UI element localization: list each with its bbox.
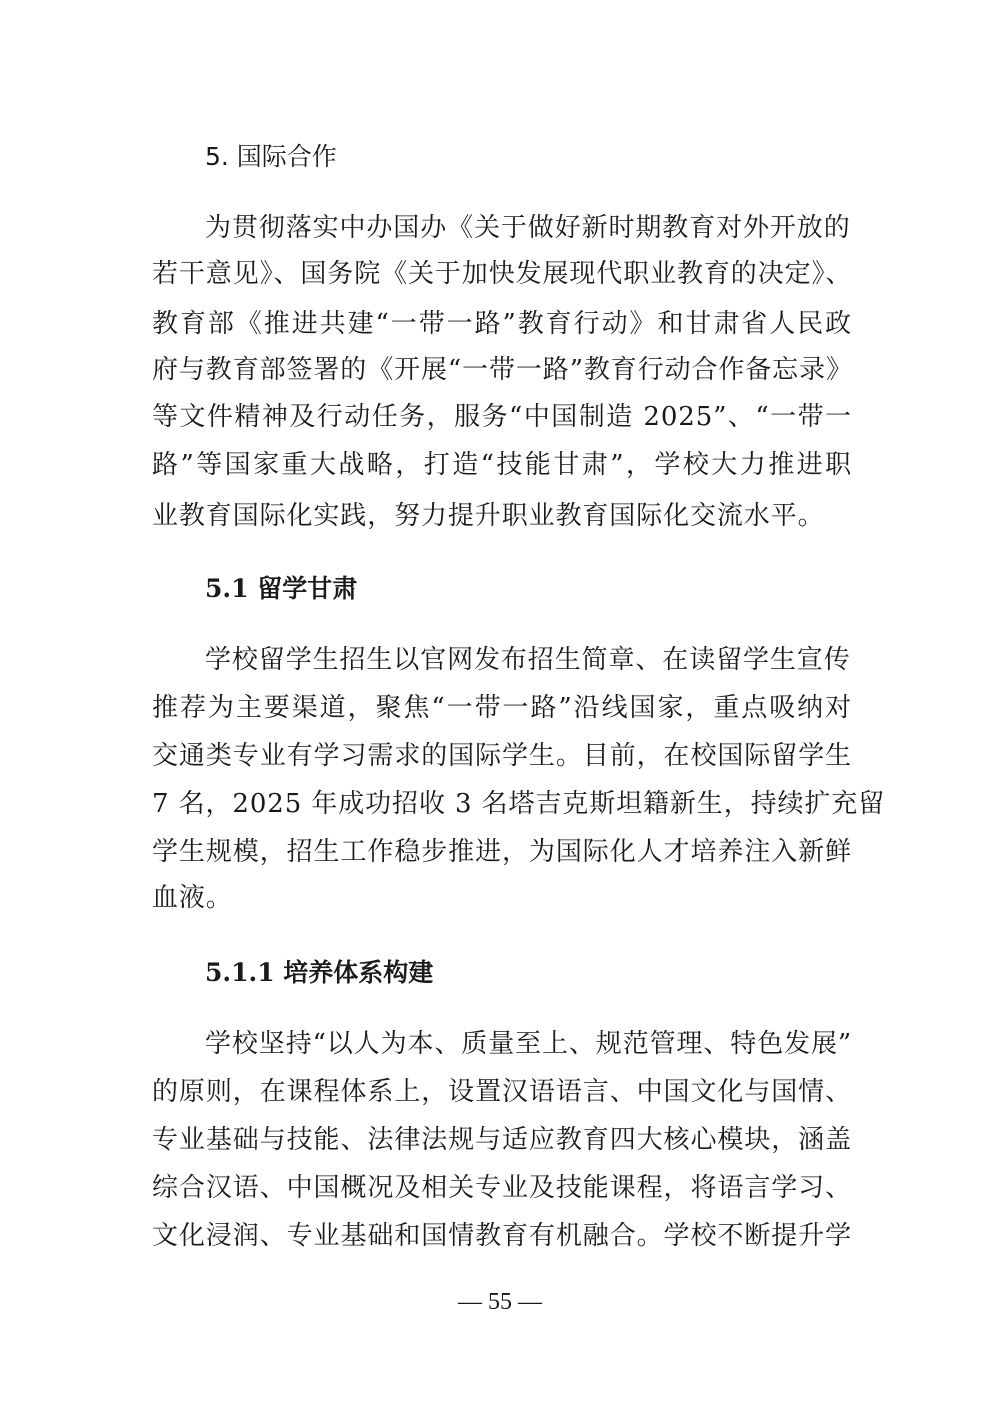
section-heading-5: 5. 国际合作 xyxy=(205,142,337,171)
paragraph-line: 学校留学生招生以官网发布招生简章、在读留学生宣传 xyxy=(205,645,851,675)
paragraph-line: 业教育国际化实践，努力提升职业教育国际化交流水平。 xyxy=(152,501,825,531)
section-heading-5-1: 5.1 留学甘肃 xyxy=(205,574,358,603)
paragraph-line: 文化浸润、专业基础和国情教育有机融合。学校不断提升学 xyxy=(152,1221,852,1251)
paragraph-line: 等文件精神及行动任务，服务“中国制造 2025”、“一带一 xyxy=(152,402,852,432)
paragraph-line: 学生规模，招生工作稳步推进，为国际化人才培养注入新鲜 xyxy=(152,837,852,867)
paragraph-line: 推荐为主要渠道，聚焦“一带一路”沿线国家，重点吸纳对 xyxy=(152,693,852,723)
paragraph-line: 学校坚持“以人为本、质量至上、规范管理、特色发展” xyxy=(205,1029,853,1059)
section-heading-5-1-1: 5.1.1 培养体系构建 xyxy=(205,958,434,987)
paragraph-line: 交通类专业有学习需求的国际学生。目前，在校国际留学生 xyxy=(152,741,852,771)
paragraph-line: 教育部《推进共建“一带一路”教育行动》和甘肃省人民政 xyxy=(152,309,852,339)
paragraph-line: 综合汉语、中国概况及相关专业及技能课程，将语言学习、 xyxy=(152,1173,852,1203)
paragraph-line: 路”等国家重大战略，打造“技能甘肃”，学校大力推进职 xyxy=(152,450,852,480)
paragraph-line: 7 名，2025 年成功招收 3 名塔吉克斯坦籍新生，持续扩充留 xyxy=(152,789,886,819)
paragraph-line: 为贯彻落实中办国办《关于做好新时期教育对外开放的 xyxy=(205,213,851,243)
paragraph-line: 专业基础与技能、法律法规与适应教育四大核心模块，涵盖 xyxy=(152,1125,852,1155)
paragraph-line: 血液。 xyxy=(152,883,233,913)
paragraph-line: 若干意见》、国务院《关于加快发展现代职业教育的决定》、 xyxy=(152,259,853,289)
paragraph-line: 的原则，在课程体系上，设置汉语语言、中国文化与国情、 xyxy=(152,1077,852,1107)
paragraph-line: 府与教育部签署的《开展“一带一路”教育行动合作备忘录》 xyxy=(152,355,853,385)
page-number: — 55 — xyxy=(458,1289,542,1315)
